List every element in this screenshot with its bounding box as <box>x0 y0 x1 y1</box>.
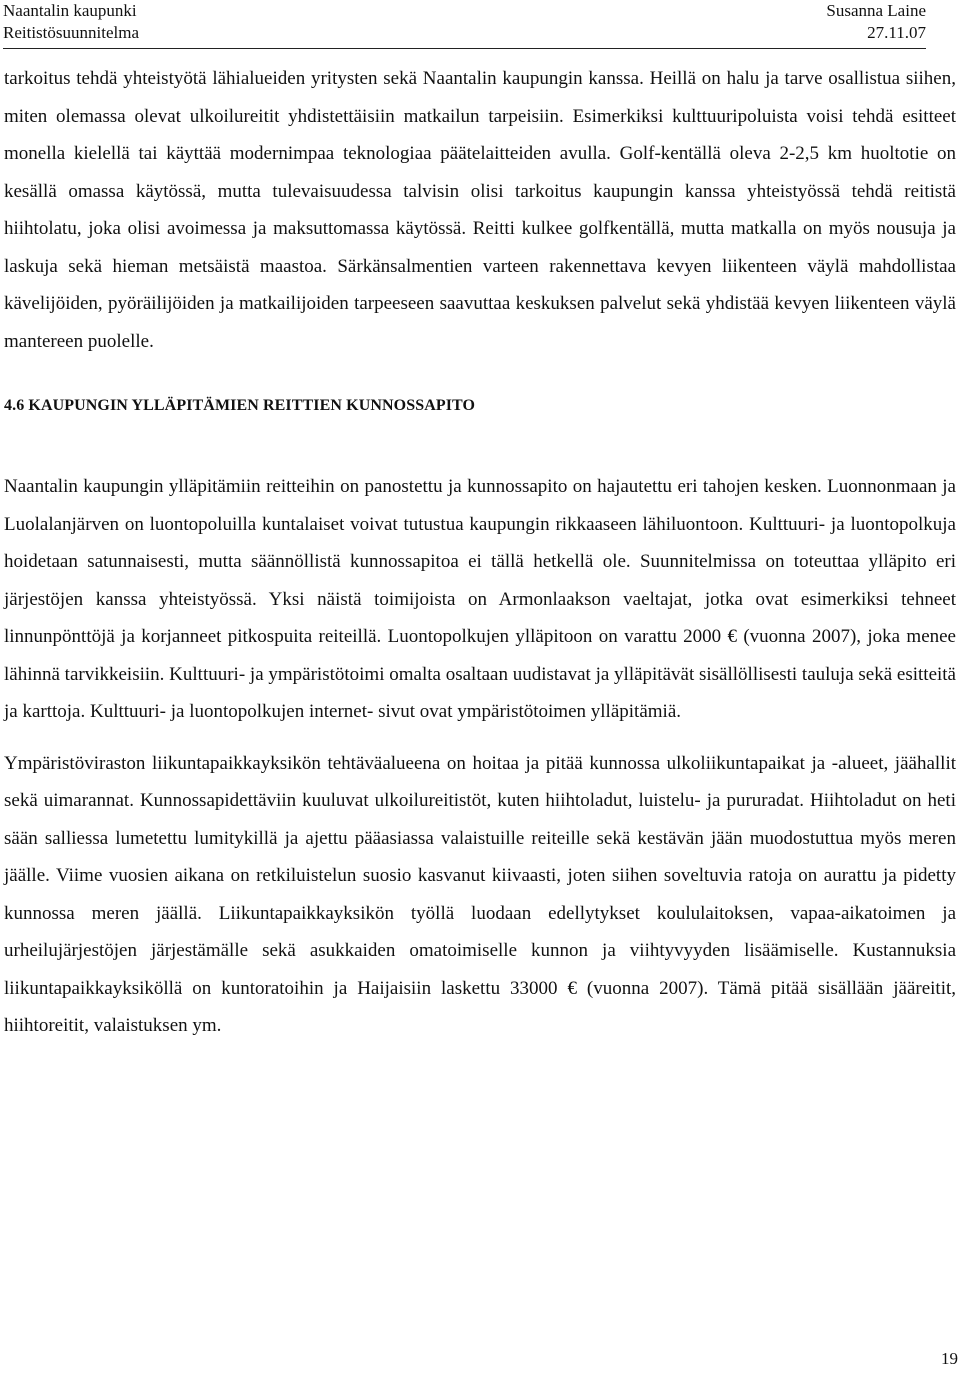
section-heading: 4.6 KAUPUNGIN YLLÄPITÄMIEN REITTIEN KUNNOSSAPITO <box>4 397 476 414</box>
header-left <box>3 0 139 44</box>
header-right <box>826 0 926 44</box>
body-paragraph: Ympäristöviraston liikuntapaikkayksikön tehtäväalueena on hoitaa ja pitää kunnossa ulkoliikuntapaikat ja -alueet, jäähallit sekä uimarannat. Kunnossapidettäviin kuuluvat ulkoilureitistöt, kuten hiihtoladut, luistelu- ja pururadat. Hiihtoladut on heti sään salliessa lumetettu lumitykillä ja ajettu pääasiassa valaistuille reiteille sekä kestävän jään muodostuttua myös meren jäälle. Viime vuosien aikana on retkiluistelun suosio kasvanut kiivaasti, joten siihen soveltuvia ratoja on aurattu ja pidetty kunnossa meren jäällä. Liikuntapaikkayksikön työllä luodaan edellytykset koululaitoksen, vapaa-aikatoimen ja urheilujärjestöjen järjestämälle sekä asukkaiden omatoimiselle kunnon ja viihtyvyyden lisäämiselle. Kustannuksia liikuntapaikkayksiköllä on kuntoratoihin ja Haijaisiin laskettu 33000 € (vuonna 2007). Tämä pitää sisällään jääreitit, hiihtoreitit, valaistuksen ym. <box>4 752 956 1036</box>
header-author: Susanna Laine <box>826 1 926 20</box>
document-body <box>4 60 956 1045</box>
header-date: 27.11.07 <box>867 23 926 42</box>
header-organization: Naantalin kaupunki <box>3 1 137 20</box>
page-number: 19 <box>941 1349 958 1368</box>
header-document-title: Reitistösuunnitelma <box>3 23 139 42</box>
body-paragraph: Naantalin kaupungin ylläpitämiin reitteihin on panostettu ja kunnossapito on hajautettu eri tahojen kesken. Luonnonmaan ja Luolalanjärven on luontopoluilla kuntalaiset voivat tutustua kaupungin rikkaaseen lähiluontoon. Kulttuuri- ja luontopolkuja hoidetaan satunnaisesti, mutta säännöllistä kunnossapitoa ei tällä hetkellä ole. Suunnitelmissa on toteuttaa ylläpito eri järjestöjen kanssa yhteistyössä. Yksi näistä toimijoista on Armonlaakson vaeltajat, jotka ovat esimerkiksi tehneet linnunpönttöjä ja korjanneet pitkospuita reiteillä. Luontopolkujen ylläpitoon on varattu 2000 € (vuonna 2007), joka menee lähinnä tarvikkeisiin. Kulttuuri- ja ympäristötoimi omalta osaltaan uudistavat ja ylläpitävät sisällöllisesti tauluja sekä esitteitä ja karttoja. Kulttuuri- ja luontopolkujen internet- sivut ovat ympäristötoimen ylläpitämiä. <box>4 476 956 722</box>
body-paragraph: tarkoitus tehdä yhteistyötä lähialueiden yritysten sekä Naantalin kaupungin kanssa. Heillä on halu ja tarve osallistua siihen, miten olemassa olevat ulkoilureitit yhdistettäisiin matkailun tarpeisiin. Esimerkiksi kulttuuripoluista voisi tehdä esitteet monella kielellä tai käyttää modernimpaa teknologiaa päätelaitteiden avulla. Golf-kentällä oleva 2-2,5 km huoltotie on kesällä omassa käytössä, mutta tulevaisuudessa talvisin olisi tarkoitus kaupungin kanssa yhteistyössä tehdä reitistä hiihtolatu, joka olisi avoimessa ja maksuttomassa käytössä. Reitti kulkee golfkentällä, mutta matkalla on myös nousuja ja laskuja sekä hieman metsäistä maastoa. Särkänsalmentien varteen rakennettava kevyen liikenteen väylä mahdollistaa kävelijöiden, pyöräilijöiden ja matkailijoiden tarpeeseen saavuttaa keskuksen palvelut sekä yhdistää kevyen liikenteen väylä mantereen puolelle. <box>4 68 956 352</box>
page-header <box>3 0 926 49</box>
